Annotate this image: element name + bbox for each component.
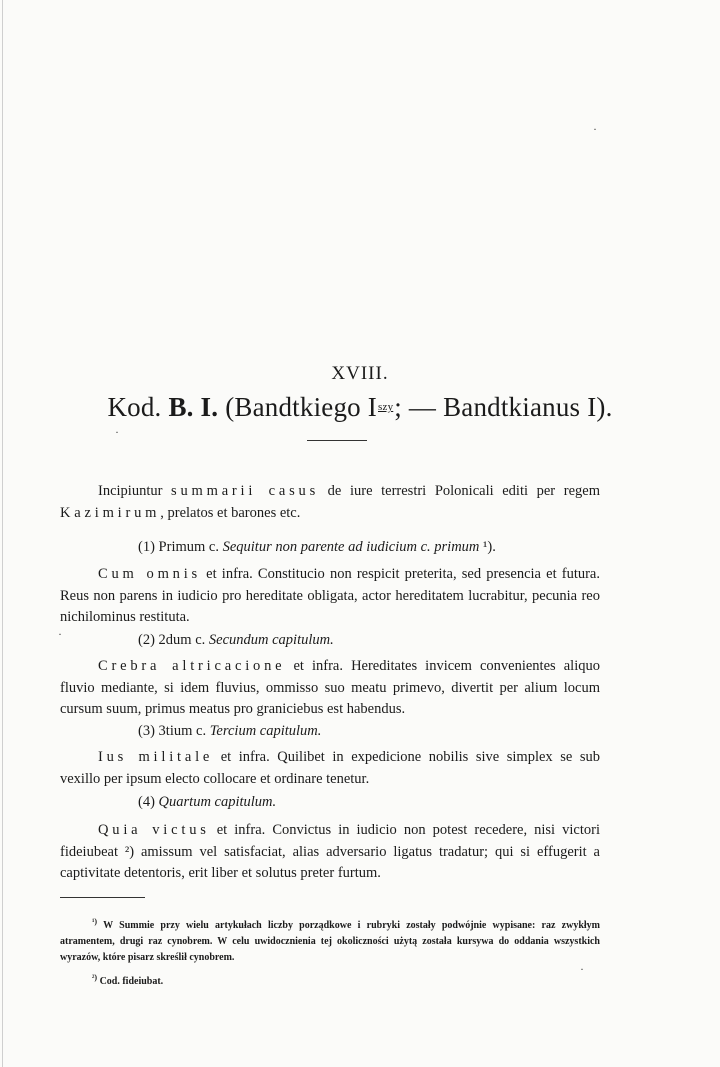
title-name: (Bandtkiego I <box>225 392 377 422</box>
intro-paragraph <box>60 481 600 524</box>
section-number: (2) <box>138 632 155 648</box>
intro-spaced: Kazimirum <box>60 504 161 521</box>
section-label: 2dum c. <box>154 632 209 648</box>
section-number: (3) <box>138 723 155 739</box>
footnote-rule <box>60 897 145 898</box>
section-paragraph <box>60 820 600 885</box>
title-superscript: szy <box>378 401 394 413</box>
footnote-mark: ¹) <box>92 917 98 926</box>
section-paragraph <box>60 656 600 721</box>
paragraph-lead: Crebra altricacione <box>98 658 286 674</box>
footnote <box>60 970 600 990</box>
intro-text: , prelatos et barones etc. <box>160 504 301 521</box>
section-paragraph <box>60 747 600 790</box>
footnote-text: W Summie przy wielu artykułach liczby porządkowe i rubryki zostały podwójnie wypisane: raz zwykłym atramentem, drugi raz cynobrem. W celu uwidocznienia tej okoliczności użytą została kursywa do oddania wszystkich wyrazów, które pisarz skreślił cynobrem. <box>60 920 600 963</box>
paragraph-text: et infra. Constitucio non respicit preterita, sed presencia et futura. Reus non parens in iudicio pro hereditate obligata, actor hereditatem lucrabitur, pecunia reo nichilominus restituta. <box>60 566 600 625</box>
title-rule <box>307 440 367 441</box>
ink-speck: · <box>115 425 119 439</box>
page-title <box>0 392 720 423</box>
paragraph-lead: Quia victus <box>98 822 210 838</box>
paragraph-lead: Cum omnis <box>98 566 202 582</box>
title-codex-id: B. I. <box>168 392 219 422</box>
section-title: Secundum capitulum. <box>208 632 334 648</box>
footnote-mark: ²) <box>92 973 98 982</box>
page-edge <box>2 0 3 1067</box>
section-title: Tercium capitulum. <box>209 723 322 739</box>
title-suffix: ; — Bandtkianus I). <box>394 392 613 422</box>
section-heading <box>138 723 321 740</box>
title-prefix: Kod. <box>107 392 162 422</box>
section-number: (1) <box>138 539 155 555</box>
chapter-numeral: XVIII. <box>331 363 389 384</box>
paragraph-lead: Ius militale <box>98 749 214 765</box>
footnote-text: Cod. fideiubat. <box>97 976 164 987</box>
section-label: 3tium c. <box>154 723 210 739</box>
footnote-ref: ¹). <box>479 539 496 555</box>
ink-speck: · <box>593 122 597 136</box>
paragraph-text: et infra. Convictus in iudicio non potest recedere, nisi victori fideiubeat ²) amissum vel satisfaciat, alias adversario ligatus tradatur; qui si effugerit a captivitate detentoris, erit liber et solutus preter furtum. <box>60 822 600 881</box>
section-heading <box>138 794 276 811</box>
ink-speck: · <box>580 962 584 976</box>
section-paragraph <box>60 564 600 629</box>
section-heading <box>138 632 334 649</box>
intro-text: Incipiuntur <box>98 483 172 499</box>
footnote <box>60 914 600 966</box>
section-title: Quartum capitulum. <box>158 794 277 810</box>
section-heading <box>138 539 496 556</box>
intro-text: de iure terrestri Polonicali editi per regem <box>319 483 600 499</box>
ink-speck: · <box>58 627 62 641</box>
paragraph-text: et infra. Quilibet in expedicione nobilis sive simplex se sub vexillo per ipsum electo collocare et ordinare tenetur. <box>60 749 600 787</box>
paragraph-text: et infra. Hereditates invicem convenientes aliquo fluvio mediante, si idem fluvius, ommisso suo meatu primevo, divertit per alium locum cursum suum, primus meatus pro graniciebus est habendus. <box>60 658 600 717</box>
intro-spaced: summarii casus <box>171 483 320 499</box>
section-label: Primum c. <box>154 539 223 555</box>
section-number: (4) <box>138 794 155 810</box>
section-title: Sequitur non parente ad iudicium c. primum <box>222 539 480 555</box>
